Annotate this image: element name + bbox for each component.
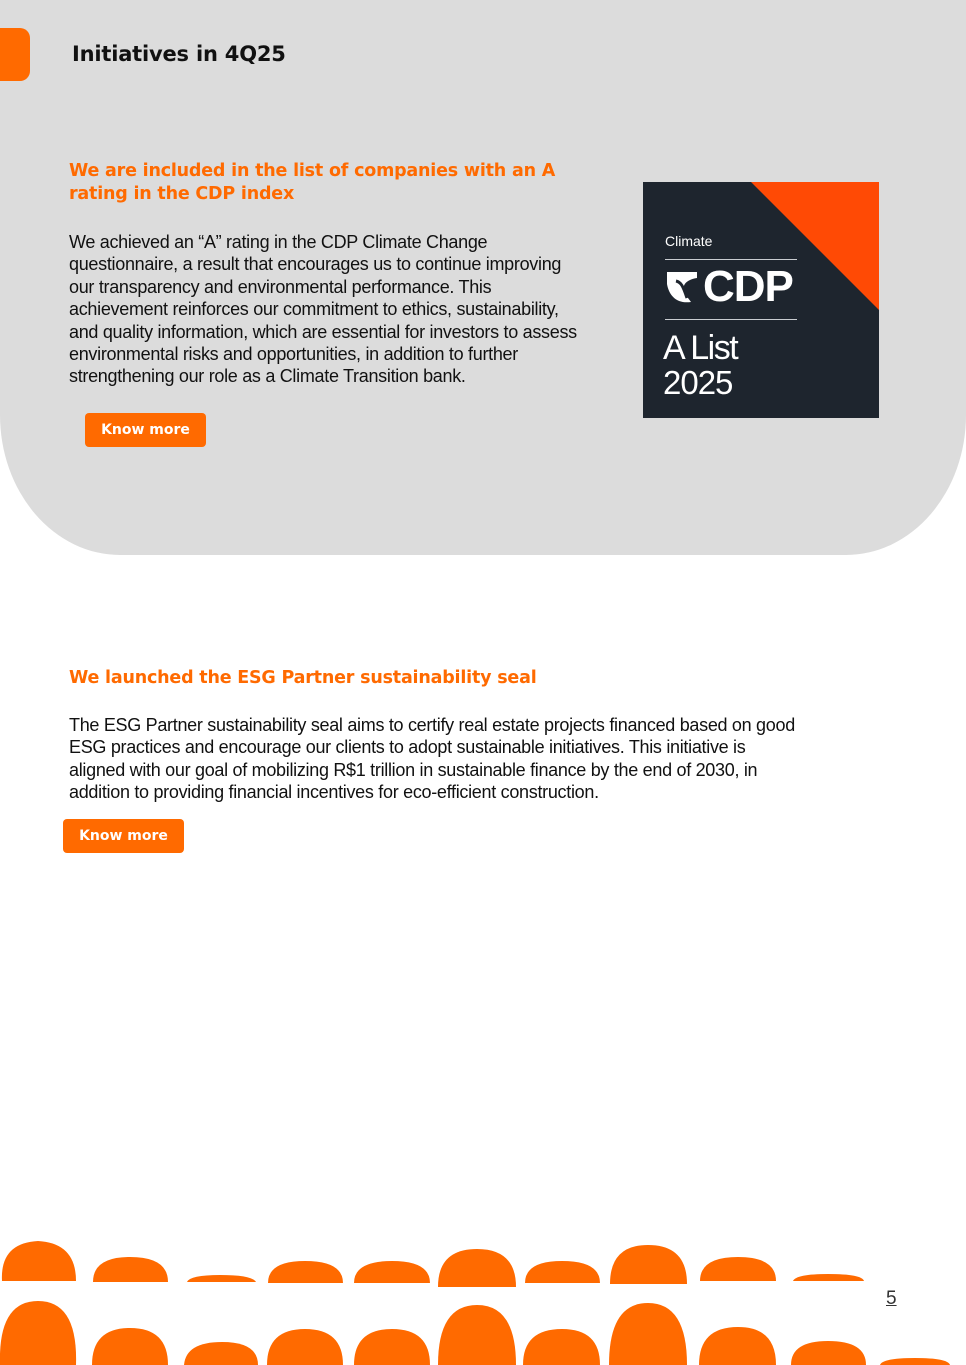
cdp-title-line-2: rating in the CDP index [69,184,295,204]
cdp-body-line: We achieved an “A” rating in the CDP Climate Change [69,232,488,252]
cdp-body-line: environmental risks and opportunities, in addition to further [69,344,518,365]
cdp-body-line: questionnaire, a result that encourages us to continue improving [69,254,562,275]
badge-divider [665,319,797,320]
esg-body-line: addition to providing financial incentives for eco-efficient construction. [69,782,599,803]
cdp-section-title [69,160,555,206]
esg-body [69,714,795,804]
badge-year: 2025 [663,364,733,401]
badge-divider [665,259,797,260]
cdp-leaf-icon [667,272,697,304]
esg-body-line: ESG practices and encourage our clients to adopt sustainable initiatives. This initiative is [69,737,746,758]
cdp-body [69,231,577,388]
cdp-body-line: our transparency and environmental performance. This [69,276,492,297]
corner-tab [0,28,30,81]
esg-know-more-button[interactable]: Know more [63,819,184,853]
cdp-know-more-button[interactable]: Know more [85,413,206,447]
cdp-body-line: and quality information, which are essential for investors to assess [69,321,577,342]
page-title: Initiatives in 4Q25 [72,42,286,66]
esg-section-title: We launched the ESG Partner sustainability seal [69,668,537,688]
top-panel-curve [80,470,886,555]
footer-decorative-pattern [0,1235,966,1365]
cdp-title-line-1: We are included in the list of companies with an A [69,161,556,181]
cdp-a-list-badge [643,182,879,418]
cdp-body-line: achievement reinforces our commitment to ethics, sustainability, [69,299,559,320]
badge-list-label: A List [663,329,738,367]
esg-body-line: aligned with our goal of mobilizing R$1 trillion in sustainable finance by the end of 2030, in [69,759,758,780]
badge-brand: CDP [703,262,793,311]
page-number: 5 [886,1288,897,1309]
badge-category: Climate [665,233,713,249]
cdp-body-line: strengthening our role as a Climate Transition bank. [69,366,466,387]
esg-body-line: The ESG Partner sustainability seal aims to certify real estate projects financed based on good [69,715,795,735]
